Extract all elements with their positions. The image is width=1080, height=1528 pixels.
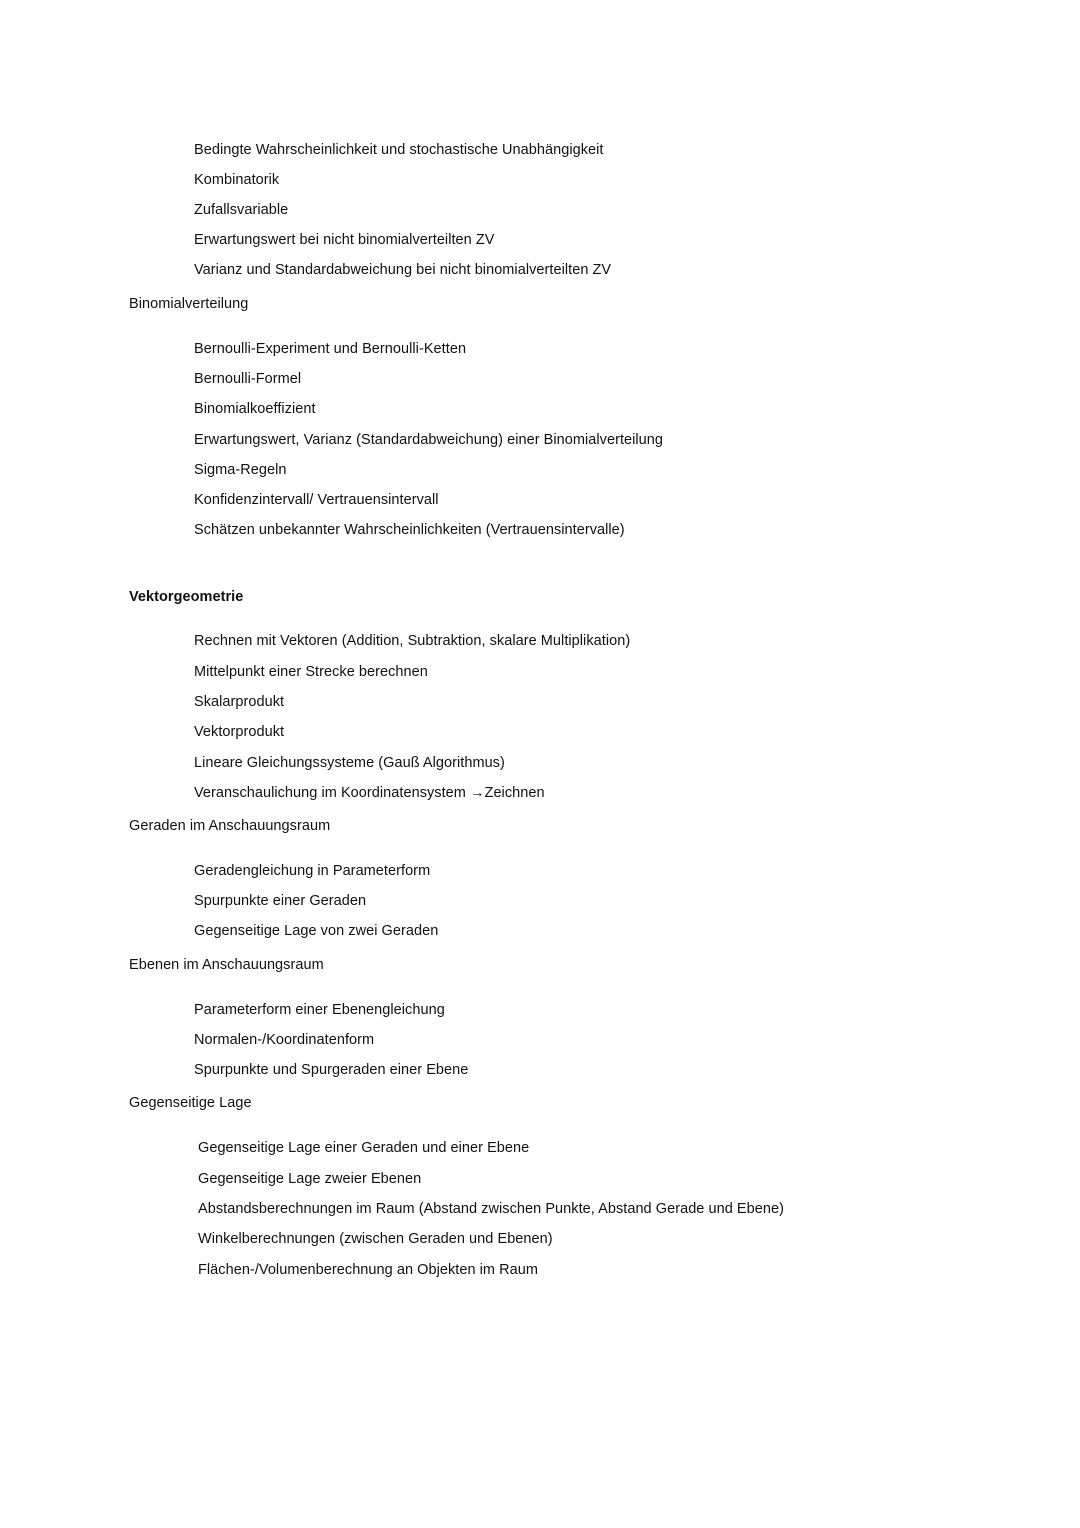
list-item: Skalarprodukt [194,694,285,710]
list-item: Erwartungswert, Varianz (Standardabweichung) einer Binomialverteilung [194,432,664,448]
list-item: Parameterform einer Ebenengleichung [194,1002,445,1018]
list-item: Normalen-/Koordinatenform [194,1032,375,1048]
list-item: Lineare Gleichungssysteme (Gauß Algorithmus) [194,755,505,771]
list-item: Bernoulli-Formel [194,371,302,387]
section-heading-geraden: Geraden im Anschauungsraum [129,818,331,834]
list-item: Schätzen unbekannter Wahrscheinlichkeiten (Vertrauensintervalle) [194,522,625,538]
list-item: Erwartungswert bei nicht binomialverteilten ZV [194,232,495,248]
list-item: Sigma-Regeln [194,462,287,478]
list-item: Bedingte Wahrscheinlichkeit und stochastische Unabhängigkeit [194,142,604,158]
list-item: Zufallsvariable [194,202,289,218]
section-heading-gegenseitige-lage: Gegenseitige Lage [129,1095,252,1111]
list-item: Winkelberechnungen (zwischen Geraden und Ebenen) [198,1231,553,1247]
list-item: Geradengleichung in Parameterform [194,863,431,879]
list-item: Abstandsberechnungen im Raum (Abstand zwischen Punkte, Abstand Gerade und Ebene) [198,1201,784,1217]
section-heading-vektorgeometrie: Vektorgeometrie [129,589,244,605]
list-item: Binomialkoeffizient [194,401,316,417]
list-item: Gegenseitige Lage einer Geraden und einer Ebene [198,1140,530,1156]
list-item: Kombinatorik [194,172,280,188]
list-item: Gegenseitige Lage zweier Ebenen [198,1171,422,1187]
list-item: Rechnen mit Vektoren (Addition, Subtraktion, skalare Multiplikation) [194,633,631,649]
list-item: Konfidenzintervall/ Vertrauensintervall [194,492,439,508]
section-heading-binomialverteilung: Binomialverteilung [129,296,249,312]
list-item: Vektorprodukt [194,724,285,740]
list-item: Flächen-/Volumenberechnung an Objekten im Raum [198,1262,539,1278]
list-item: Gegenseitige Lage von zwei Geraden [194,923,439,939]
list-item: Veranschaulichung im Koordinatensystem →Zeichnen [194,785,545,801]
list-item: Spurpunkte einer Geraden [194,893,367,909]
list-item: Bernoulli-Experiment und Bernoulli-Ketten [194,341,467,357]
section-heading-ebenen: Ebenen im Anschauungsraum [129,957,324,973]
list-item: Varianz und Standardabweichung bei nicht binomialverteilten ZV [194,262,612,278]
list-item: Spurpunkte und Spurgeraden einer Ebene [194,1062,469,1078]
list-item: Mittelpunkt einer Strecke berechnen [194,664,428,680]
